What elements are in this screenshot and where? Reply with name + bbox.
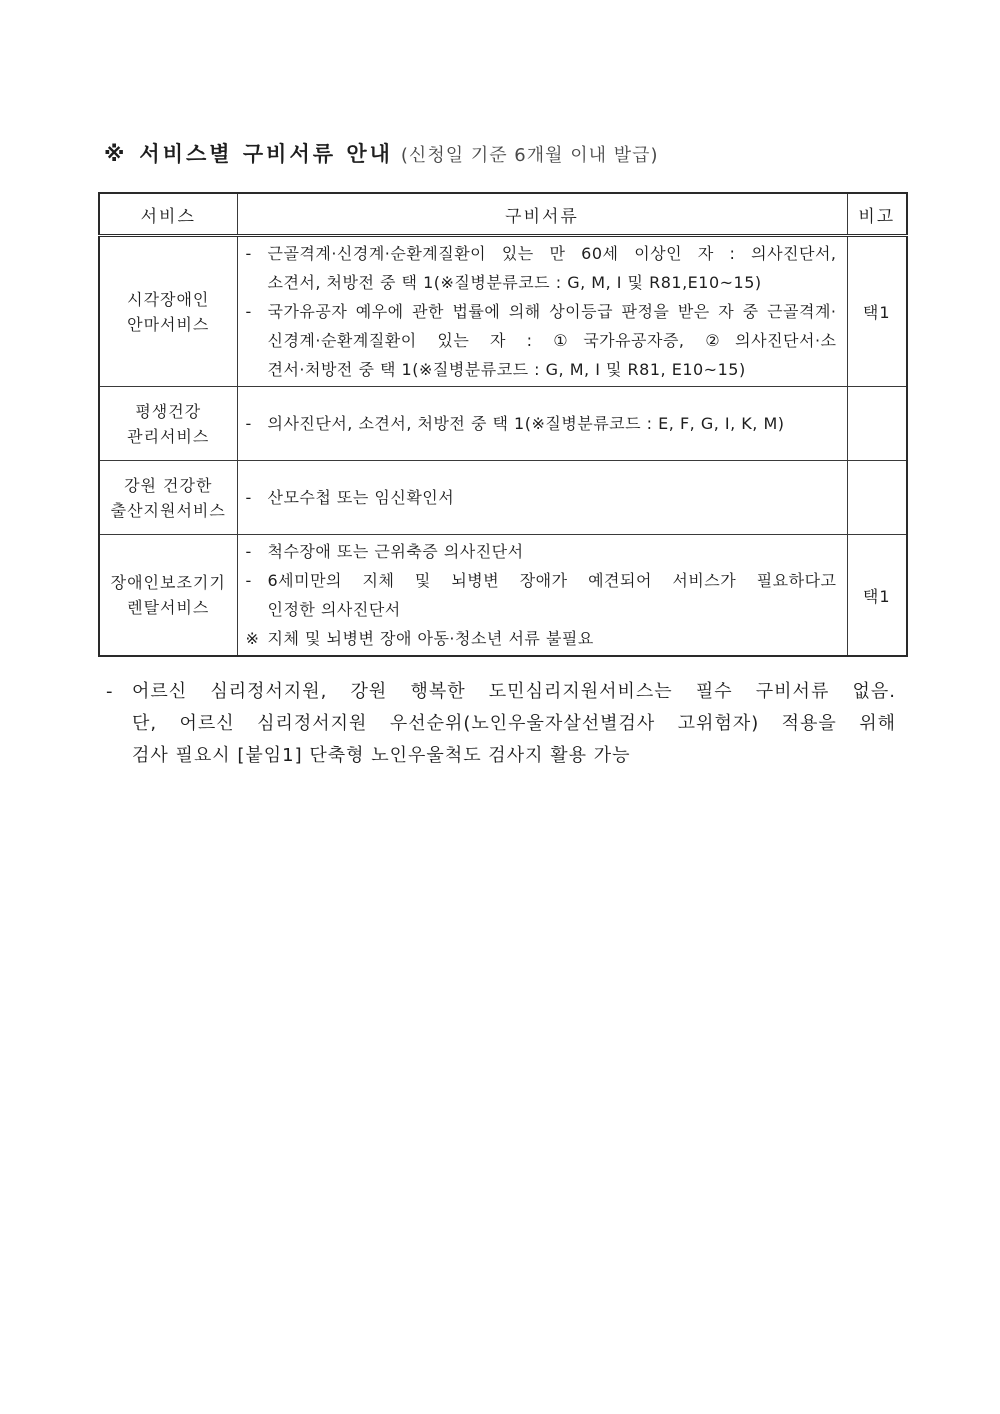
note-cell: 택1: [847, 535, 907, 657]
note-cell: [847, 387, 907, 461]
heading-subtitle: (신청일 기준 6개월 이내 발급): [400, 145, 659, 166]
table-row: [99, 535, 907, 657]
service-name-line: 렌탈서비스: [127, 598, 210, 617]
table-header-row: [99, 193, 907, 236]
service-name-line: 장애인보조기기: [110, 573, 226, 592]
footnote-line: 검사 필요시 [붙임1] 단축형 노인우울척도 검사지 활용 가능: [132, 745, 631, 766]
service-name-line: 안마서비스: [127, 314, 210, 334]
section-heading: [104, 138, 659, 168]
service-name-cell: [99, 461, 237, 535]
note-cell: 택1: [847, 236, 907, 387]
document-line: - 산모수첩 또는 임신확인서: [245, 488, 455, 507]
service-name-line: 강원 건강한: [124, 475, 213, 495]
documents-cell: [237, 461, 847, 535]
footnote-line: - 어르신 심리정서지원, 강원 행복한 도민심리지원서비스는 필수 구비서류 없음.: [106, 676, 896, 708]
documents-cell: [237, 236, 847, 387]
heading-title: 서비스별 구비서류 안내: [139, 142, 393, 166]
document-line: - 6세미만의 지체 및 뇌병변 장애가 예견되어 서비스가 필요하다고: [245, 571, 837, 590]
document-line: - 근골격계·신경계·순환계질환이 있는 만 60세 이상인 자 : 의사진단서,: [245, 244, 837, 263]
footnote-dash: -: [106, 681, 114, 702]
note-cell: [847, 461, 907, 535]
document-line: - 의사진단서, 소견서, 처방전 중 택 1(※질병분류코드 : E, F, G, I, K, M): [245, 414, 785, 433]
service-name-line: 평생건강: [135, 401, 202, 421]
header-service: 서비스: [99, 193, 237, 236]
table-row: [99, 461, 907, 535]
documents-cell: [237, 535, 847, 657]
document-line: ※ 지체 및 뇌병변 장애 아동·청소년 서류 불필요: [245, 629, 594, 648]
documents-cell: [237, 387, 847, 461]
header-note: 비고: [847, 193, 907, 236]
header-documents: 구비서류: [237, 193, 847, 236]
document-line: - 척수장애 또는 근위축증 의사진단서: [245, 542, 524, 561]
document-line: 소견서, 처방전 중 택 1(※질병분류코드 : G, M, I 및 R81,E10~15): [267, 273, 762, 292]
document-line: 신경계·순환계질환이 있는 자 : ①국가유공자증, ②의사진단서·소: [267, 331, 837, 350]
document-line: 견서·처방전 중 택 1(※질병분류코드 : G, M, I 및 R81, E10~15): [267, 360, 746, 379]
table-row: [99, 236, 907, 387]
service-name-line: 시각장애인: [127, 289, 210, 309]
table-row: [99, 387, 907, 461]
footnote-line: 단, 어르신 심리정서지원 우선순위(노인우울자살선별검사 고위험자) 적용을 위해: [132, 713, 896, 734]
reference-mark: ※: [104, 142, 126, 166]
footnote: [106, 676, 896, 772]
required-documents-table: [98, 192, 908, 657]
service-name-cell: [99, 387, 237, 461]
service-name-line: 출산지원서비스: [110, 500, 226, 520]
service-name-line: 관리서비스: [127, 426, 210, 446]
document-line: - 국가유공자 예우에 관한 법률에 의해 상이등급 판정을 받은 자 중 근골격계·: [245, 302, 837, 321]
service-name-cell: [99, 535, 237, 657]
document-line: 인정한 의사진단서: [267, 600, 401, 619]
service-name-cell: [99, 236, 237, 387]
